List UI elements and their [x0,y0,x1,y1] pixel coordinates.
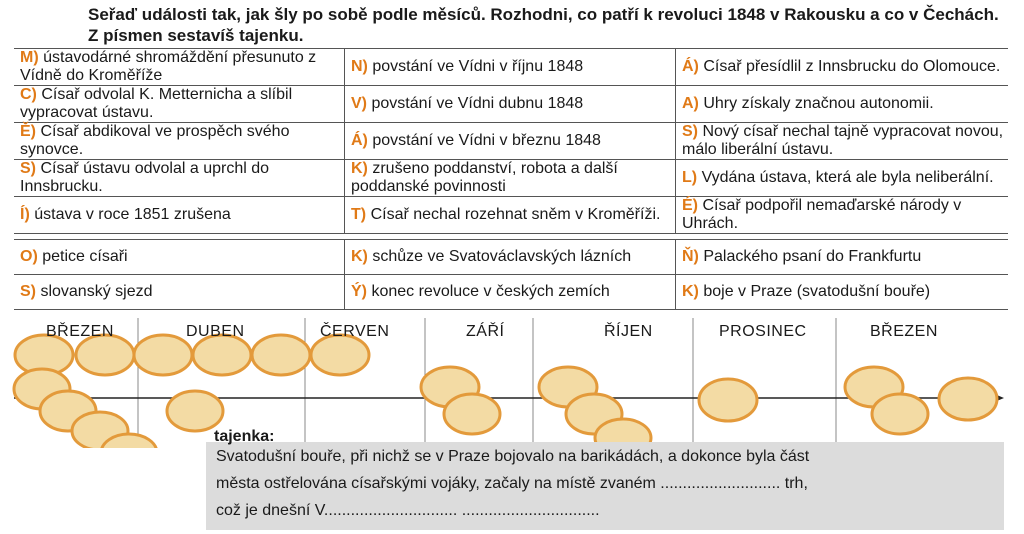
tajenka-line-1: Svatodušní bouře, při nichž se v Praze bojovalo na barikádách, a dokonce byla část [216,448,810,465]
event-letter: A) [682,95,699,112]
events-table-austria [14,48,1008,234]
event-cell[interactable] [345,160,676,197]
event-text: Vydána ústava, která ale byla neliberální. [701,169,994,186]
month-label: PROSINEC [719,323,807,340]
event-text: povstání ve Vídni v říjnu 1848 [372,58,584,75]
event-text: ústava v roce 1851 zrušena [34,206,231,223]
event-text: Císař odvolal K. Metternicha a slíbil vypracovat ústavu. [20,86,293,121]
event-letter: O) [20,248,38,265]
event-letter: C) [20,86,37,103]
answer-circle[interactable] [699,379,757,421]
event-cell[interactable] [345,123,676,160]
event-letter: Ň) [682,248,699,265]
event-text: konec revoluce v českých zemích [371,283,610,300]
event-text: povstání ve Vídni v březnu 1848 [372,132,601,149]
month-label: BŘEZEN [870,323,938,340]
event-letter: Í) [20,206,30,223]
event-text: boje v Praze (svatodušní bouře) [703,283,931,300]
event-text: petice císaři [42,248,128,265]
tajenka-line-3[interactable]: což je dnešní V.............................. ............................... [216,502,600,519]
event-letter: K) [351,248,368,265]
event-text: Císař abdikoval ve prospěch svého synovce. [20,123,290,158]
answer-circle[interactable] [872,394,928,434]
event-letter: K) [682,283,699,300]
event-text: Císař podpořil nemaďarské národy v Uhrách. [682,197,962,232]
event-text: Nový císař nechal tajně vypracovat novou, málo liberální ústavu. [682,123,1004,158]
event-text: Uhry získaly značnou autonomii. [703,95,934,112]
month-label: ZÁŘÍ [466,323,505,340]
event-row [14,160,1008,197]
event-row [14,197,1008,234]
month-labels [0,323,1024,343]
event-cell[interactable] [676,49,1009,86]
tajenka-box [206,442,1004,530]
event-cell[interactable] [676,86,1009,123]
month-label: ČERVEN [320,323,390,340]
event-text: povstání ve Vídni dubnu 1848 [371,95,584,112]
event-cell[interactable] [14,49,345,86]
event-cell[interactable] [14,123,345,160]
event-letter: L) [682,169,698,186]
event-letter: K) [351,160,368,177]
event-letter: S) [20,283,36,300]
event-text: ústavodárné shromáždění přesunuto z Vídně do Kroměříže [20,49,317,84]
event-cell[interactable] [14,86,345,123]
events-table-bohemia [14,239,1008,310]
event-letter: S) [682,123,698,140]
event-row [14,275,1008,310]
event-cell[interactable] [14,197,345,234]
event-cell[interactable] [14,275,345,310]
event-cell[interactable] [345,86,676,123]
event-letter: Á) [682,58,699,75]
event-text: Císař přesídlil z Innsbrucku do Olomouce. [703,58,1001,75]
month-label: DUBEN [186,323,245,340]
event-cell[interactable] [676,275,1009,310]
event-text: zrušeno poddanství, robota a další poddanské povinnosti [351,160,618,195]
event-letter: V) [351,95,367,112]
event-letter: M) [20,49,39,66]
event-row [14,49,1008,86]
event-letter: Ý) [351,283,367,300]
event-row [14,240,1008,275]
event-text: Císař nechal rozehnat sněm v Kroměříži. [370,206,661,223]
event-letter: Ě) [20,123,36,140]
answer-circle[interactable] [939,378,997,420]
event-cell[interactable] [676,197,1009,234]
event-cell[interactable] [345,197,676,234]
event-cell[interactable] [345,240,676,275]
event-row [14,123,1008,160]
event-row [14,86,1008,123]
event-letter: T) [351,206,367,223]
month-label: ŘÍJEN [604,323,653,340]
answer-circle[interactable] [444,394,500,434]
event-letter: S) [20,160,36,177]
answer-circle[interactable] [167,391,223,431]
event-letter: N) [351,58,368,75]
event-cell[interactable] [345,49,676,86]
event-text: Císař ústavu odvolal a uprchl do Innsbrucku. [20,160,270,195]
month-label: BŘEZEN [46,323,114,340]
event-cell[interactable] [676,240,1009,275]
event-cell[interactable] [676,160,1009,197]
tajenka-label: tajenka: [214,428,275,445]
event-cell[interactable] [345,275,676,310]
event-letter: É) [682,197,698,214]
event-letter: Á) [351,132,368,149]
event-text: slovanský sjezd [40,283,153,300]
tajenka-line-2[interactable]: města ostřelována císařskými vojáky, začaly na místě zvaném ........................... trh, [216,475,808,492]
event-cell[interactable] [14,240,345,275]
event-cell[interactable] [14,160,345,197]
event-cell[interactable] [676,123,1009,160]
event-text: Palackého psaní do Frankfurtu [703,248,922,265]
event-text: schůze ve Svatováclavských lázních [372,248,632,265]
task-instructions: Seřaď události tak, jak šly po sobě podle měsíců. Rozhodni, co patří k revoluci 1848 v Rakousku a co v Čechách. Z písmen sestavíš tajenku. [88,5,999,45]
